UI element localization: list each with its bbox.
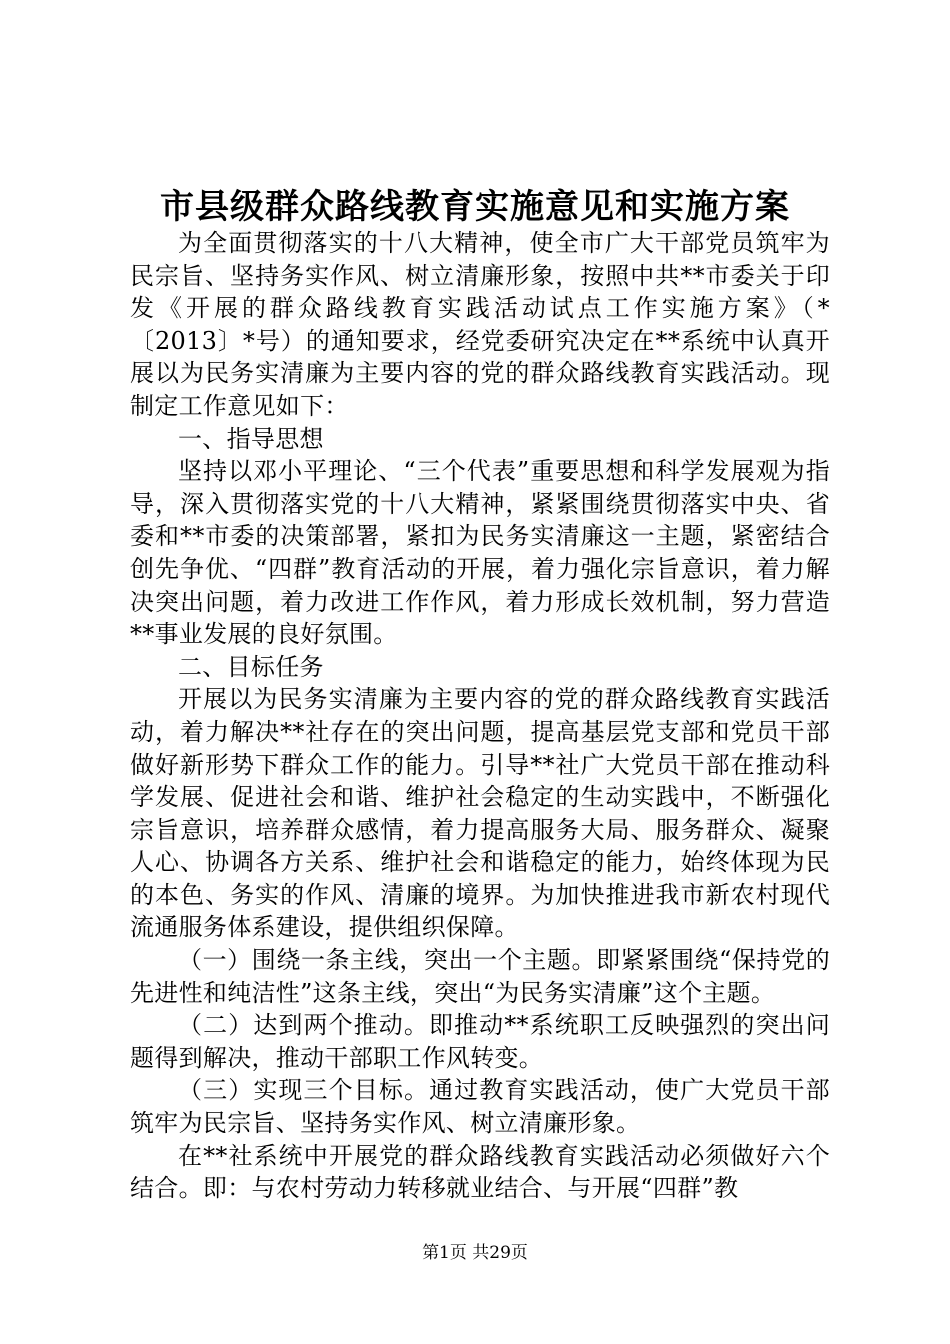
document-title: 市县级群众路线教育实施意见和实施方案: [160, 187, 790, 227]
paragraph-item-three: （三）实现三个目标。通过教育实践活动，使广大党员干部筑牢为民宗旨、坚持务实作风、树立清廉形象。: [130, 1076, 830, 1138]
paragraph-intro: 为全面贯彻落实的十八大精神，使全市广大干部党员筑牢为民宗旨、坚持务实作风、树立清廉形象，按照中共**市委关于印发《开展的群众路线教育实践活动试点工作实施方案》（*〔2013〕*号）的通知要求，经党委研究决定在**系统中认真开展以为民务实清廉为主要内容的党的群众路线教育实践活动。现制定工作意见如下：: [130, 229, 830, 420]
page-number-footer: 第1页 共29页: [422, 1243, 528, 1263]
document-body: [130, 227, 830, 1205]
section-heading-goals: 二、目标任务: [178, 652, 324, 681]
paragraph-six-combinations: 在**社系统中开展党的群众路线教育实践活动必须做好六个结合。即：与农村劳动力转移就业结合、与开展“四群”教: [130, 1141, 830, 1203]
section-heading-guiding-thought: 一、指导思想: [178, 424, 324, 453]
paragraph-guiding-thought: 坚持以邓小平理论、“三个代表”重要思想和科学发展观为指导，深入贯彻落实党的十八大精神，紧紧围绕贯彻落实中央、省委和**市委的决策部署，紧扣为民务实清廉这一主题，紧密结合创先争优、“四群”教育活动的开展，着力强化宗旨意识，着力解决突出问题，着力改进工作作风，着力形成长效机制，努力营造**事业发展的良好氛围。: [130, 457, 830, 649]
paragraph-goals: 开展以为民务实清廉为主要内容的党的群众路线教育实践活动，着力解决**社存在的突出问题，提高基层党支部和党员干部做好新形势下群众工作的能力。引导**社广大党员干部在推动科学发展、促进社会和谐、维护社会稳定的生动实践中，不断强化宗旨意识，培养群众感情，着力提高服务大局、服务群众、凝聚人心、协调各方关系、维护社会和谐稳定的能力，始终体现为民的本色、务实的作风、清廉的境界。为加快推进我市新农村现代流通服务体系建设，提供组织保障。: [130, 685, 830, 942]
paragraph-item-one: （一）围绕一条主线，突出一个主题。即紧紧围绕“保持党的先进性和纯洁性”这条主线，突出“为民务实清廉”这个主题。: [130, 946, 830, 1007]
paragraph-item-two: （二）达到两个推动。即推动**系统职工反映强烈的突出问题得到解决，推动干部职工作风转变。: [130, 1011, 830, 1072]
